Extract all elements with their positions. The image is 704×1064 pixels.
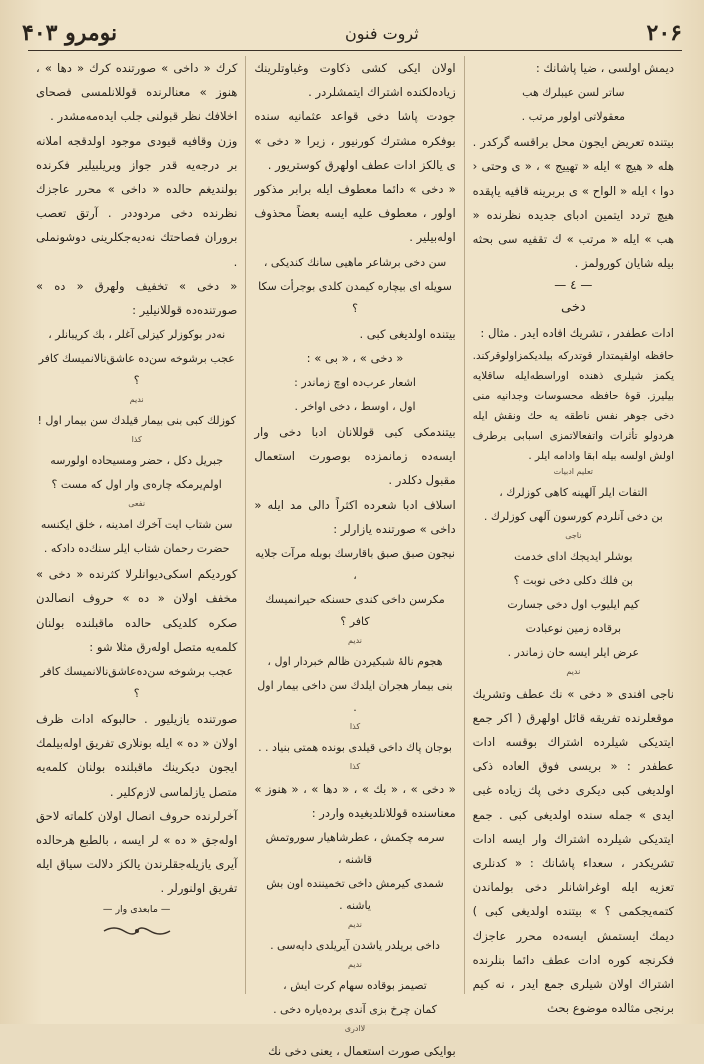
verse-line: عجب برشوخه سن‌ده‌عاشق‌نالانمیسك کافر ؟ bbox=[40, 665, 234, 701]
poet-name: کذا bbox=[349, 762, 361, 772]
paragraph: اولان ایکی کشی ذکاوت وغباوتلرینك زیاده‌لکنده اشتراك ایتمشلردر . bbox=[254, 61, 456, 100]
header-rule bbox=[28, 50, 682, 51]
verse-line: عجب برشوخه سن‌ده عاشق‌نالانمیسك کافر ؟ bbox=[38, 352, 235, 388]
paragraph: « دخی » دائما معطوف ایله برابر مذکور اولور ، معطوف علیه ایسه بعضاً محذوف اوله‌بیلیر . bbox=[254, 182, 456, 245]
verse-line: داخی بریلدر یاشدن آیریلدی دایه‌سی . bbox=[270, 939, 440, 953]
verse-line: حضرت رحمان شتاب ایلر سنك‌ده دادكه . bbox=[43, 542, 230, 556]
poet-name: کذا bbox=[349, 722, 361, 732]
paragraph: اسلاف ادبا شعرده اکثراً دالی مد ایله « داخی » صورتنده یازارلر : bbox=[254, 497, 456, 536]
paragraph: صورتنده یازیلیور . حالبوکه ادات ظرف اولان « ده » ایله بونلاری تفریق اوله‌بیلمك ایجون دیکرینك ماقبلنده بولنان کلمه‌یه متصل یازلماسی لازم‌کلیر . bbox=[36, 712, 238, 799]
verse-line: بوجان پاك داخی قیلدی بونده همتی بنیاد . . bbox=[258, 741, 452, 755]
verse-line: بوشلر ایدیجك ادای خدمت bbox=[514, 549, 633, 563]
verse-line: اشعار عرب‌ده اوچ زماندر : bbox=[294, 376, 416, 390]
verse-line: نه‌در بوکوزلر کیزلی آغلر ، بك کریبانلر ، bbox=[48, 328, 226, 342]
verse-line: تصیمز بوقاده سهام کرت ایش ، bbox=[283, 979, 427, 993]
issue-number: نومرو ۴۰۳ bbox=[22, 20, 118, 46]
paragraph: ناجی افندی « دخی » نك عطف وتشریك موقعلرنده تفریقه قائل اولهرق ( اکر جمع ایتدیکی شیلرده اشتراك بوقسه ادات عطفدر : « بریسی فوق العاده ذکی اولدیغی کبی دیکری دخی پك زیاده غبی ایدی » جمله سنده اولدیغی کبی . جمع ایتدیکی شیلرده اشتراك وار ایسه ادات تشریکدر ، سعداء پاشانك : « کدنلری تعزیه ایله اوغراشانلر دخی بولماندن کتمه‌یجکمی ؟ » بیتنده اولدیغی کبی ) دیمك ایستمش ایسه‌ده محرر عاجزك فکرنجه کوره ادات عطف دائما بنلرنده اشتراك اولان شیلری جمع ایدر ، نه کیم برنجی مثالده موضوع بحث bbox=[472, 686, 674, 1016]
verse-line: بن دخی آنلردم کورسون آلهی کوزلرك . bbox=[483, 509, 663, 523]
poet-name: ندیم bbox=[129, 395, 144, 405]
paragraph: « دخی » ، « بی » : bbox=[306, 350, 404, 365]
verse-line: مکرسن داخی کندی حسنکه حیرانمیسك کافر ؟ bbox=[265, 593, 445, 629]
poet-name: ندیم bbox=[348, 960, 362, 970]
middle-column bbox=[246, 56, 464, 1059]
poet-name: ندیم bbox=[348, 636, 362, 646]
poet-name: کذا bbox=[131, 435, 142, 445]
verse-line: سرمه چکمش ، عطرشاهیار سوروتمش قاشنه ، bbox=[265, 831, 445, 867]
source-attribution: تعلیم ادبیات bbox=[553, 466, 594, 476]
paragraph: « دخی » ، « بك » ، « دها » ، « هنوز » معناسنده قوللانلدیغیده واردر : bbox=[254, 782, 456, 821]
verse-line: شمدی کیرمش داخی تخمیننده اون بش یاشنه . bbox=[266, 877, 444, 913]
paragraph: بوایکی صورت استعمال ، یعنی دخی نك bbox=[268, 1044, 456, 1059]
continued-note: — مابعدی وار — bbox=[102, 903, 171, 915]
section-separator: — ٤ — bbox=[554, 278, 593, 293]
paragraph: دیمش اولسی ، ضیا پاشانك : bbox=[535, 61, 674, 75]
verse-line: بنی بیمار هجران ایلدك سن داخی بیمار اول . bbox=[257, 679, 453, 715]
verse-line: اولم‌یرمکه چاره‌ی وار اول که مست ؟ bbox=[51, 478, 222, 492]
verse-line: ساتر لسن عیبلرك هب bbox=[522, 86, 625, 100]
poet-name: ناجی bbox=[565, 530, 582, 540]
verse-line: سن شتاب ایت آخرك امدینه ، خلق ایکنسه bbox=[40, 518, 233, 532]
verse-line: سویله ای بیچاره کیمدن کلدی بوجرأت سکا ؟ bbox=[258, 279, 452, 315]
paragraph: جودت پاشا دخی قواعد عثمانیه سنده بوفکره مشترك کورنیور ، زیرا « دخی » ی یالکز ادات عطف اولهرق کوستریور . bbox=[254, 109, 456, 172]
poet-name: ندیم bbox=[566, 666, 581, 676]
verse-line: جبریل دکل ، حضر ومسیحاده اولورسه bbox=[50, 454, 224, 468]
verse-line: معقولاتی اولور مرتب . bbox=[521, 110, 626, 124]
paragraph: « دخی » تخفیف ولهرق « ده » صورتنده‌ده قوللانیلیر : bbox=[36, 278, 238, 318]
page-header bbox=[22, 18, 682, 48]
poet-name: ندیم bbox=[348, 920, 362, 930]
poet-name: لاادری bbox=[344, 1024, 366, 1034]
journal-title: ثروت فنون bbox=[345, 23, 419, 43]
verse-line: بن فلك دکلی دخی نوبت ؟ bbox=[513, 573, 634, 587]
verse-line: کمان چرخ بزی آندی برده‌یاره دخی . bbox=[273, 1003, 437, 1017]
text-columns bbox=[28, 56, 682, 1059]
paragraph: ادات عطفدر ، تشریك افاده ایدر . مثال : bbox=[480, 326, 674, 341]
poet-name: نفعی bbox=[128, 499, 146, 509]
paragraph: بیتندمکی کبی قوللانان ادبا دخی وار ایسه‌ده زمانمزده بوصورت استعمال مقبول دکلدر . bbox=[254, 425, 456, 488]
verse-line: کوزلك کبی بنی بیمار قیلدك سن بیمار اول ! bbox=[37, 414, 236, 428]
verse-line: هجوم نالۀ شبکیردن ظالم خبردار اول ، bbox=[267, 655, 443, 669]
right-column bbox=[465, 56, 682, 1016]
paragraph: کوردیکم اسکی‌دیوانلرلا کثرنده « دخی » مخفف اولان « ده » حروف انصالدن صکره کلدیکی حالده ماقبلنده بولنان کلمه‌یه متصل اوله‌رق مثلا شو : bbox=[36, 567, 238, 654]
paragraph: بیتنده تعریض ایجون محل براقسه گرکدر . هله « هیچ » ایله « تهییج » ، « ی وحتی ‹ دوا › ایله « الواح » ی بربرینه قافیه یاپقده هیچ تردد ایتمین ادبای جدیده نظرنده « هب » ایله « مرتب » ك تقفیه سی بحثه بیله شایان کورولمز . bbox=[472, 135, 674, 271]
paragraph: کرك « داخی » صورتنده کرك « دها » ، هنوز » معنالرنده قوللانلمسی فصحای اخلافك نظر قبولنی جلب ایده‌مه‌مشدر . bbox=[36, 61, 238, 124]
left-column bbox=[28, 56, 246, 994]
verse-line: سن دخی برشاعر ماهیی سانك کندیکی ، bbox=[263, 255, 447, 269]
verse-line: کیم ایلیوب اول دخی جسارت bbox=[507, 597, 640, 611]
verse-line: نیجون صبق صبق باقارسك بوبله مرآت جلایه ، bbox=[255, 547, 455, 583]
paragraph: حافظه اولقیمتدار قوتدرکه بیلدیکمزاولوقرکند. یکمز شیلری ذهنده اوراسطه‌ایله ساقلایه بیلیرز. قوۀ حافظه محسوسات وجدانیه‌ منی دخی جوهر نفس ناطقه یه حك ونقش ایله هردولو تأثرات واتفعالاتمزی اسبابی برطرف اولش اولسه بیله ابقا وادامه ایلر . bbox=[472, 349, 674, 462]
page-number: ۲۰۶ bbox=[646, 20, 682, 46]
paragraph: بیتنده اولدیغی کبی . bbox=[359, 326, 456, 341]
verse-line: عرض ایلر ایسه حان زماندر . bbox=[507, 645, 640, 659]
section-title: دخی bbox=[561, 300, 586, 316]
paragraph: وزن وقافیه قیودی موجود اولدقجه املانه بر درجه‌یه قدر جواز ویریلبیلیر فکرنده بولنديغم حالده « داخی » محرر عاجزك نظرنده دخی مردوددر . آرتق تعصب بروران فصاحتك نه‌دیه‌جکلرینی دوشونملی . bbox=[36, 133, 238, 269]
verse-line: برقاده زمین نوعبادت bbox=[525, 621, 622, 635]
verse-line: اول ، اوسط ، دخی اواخر . bbox=[294, 400, 416, 414]
ornament-divider-icon bbox=[102, 925, 172, 937]
verse-line: التفات ایلر آلهینه کاهی کوزلرك ، bbox=[499, 485, 648, 499]
paragraph: آخرلرنده حروف انصال اولان کلماته لاحق اوله‌جق « ده » لر ایسه ، بالطبع هرحالده آیری یازیله‌جقلرندن یالکز دلالت سیاق ایله تفریق اولنورلر . bbox=[36, 808, 238, 896]
